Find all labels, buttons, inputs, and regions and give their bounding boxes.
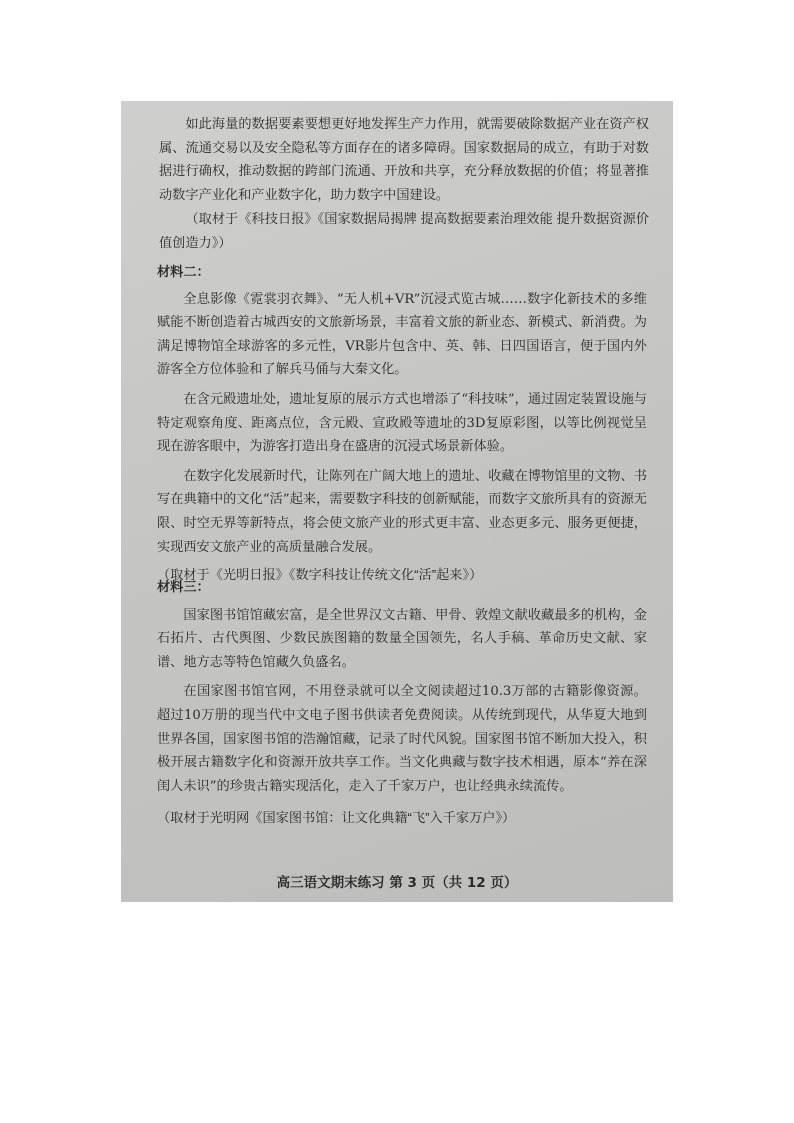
material-3-source: （取材于光明网《国家图书馆：让文化典籍“飞”入千家万户》） [157,810,516,826]
material-3-section [157,576,647,830]
material-2-paragraph-2: 在含元殿遗址处，遗址复原的展示方式也增添了“科技味”，通过固定装置设施与特定观察角度、距离点位，含元殿、宣政殿等遗址的3D复原彩图，以等比例视觉呈现在游客眼中，为游客打造出身在盛唐的沉浸式场景新体验。 [157,391,647,455]
material-2-heading: 材料二： [157,265,210,280]
scanned-page-photo [121,101,673,902]
intro-paragraph: 如此海量的数据要素要想更好地发挥生产力作用，就需要破除数据产业在资产权属、流通交易以及安全隐私等方面存在的诸多障碍。国家数据局的成立，有助于对数据进行确权，推动数据的跨部门流通、开放和共享，充分释放数据的价值；将显著推动数字产业化和产业数字化，助力数字中国建设。 [159,117,649,203]
intro-section [159,113,649,255]
material-3-paragraph-1: 国家图书馆馆藏宏富，是全世界汉文古籍、甲骨、敦煌文献收藏最多的机构，金石拓片、古代舆图、少数民族图籍的数量全国领先，名人手稿、革命历史文献、家谱、地方志等特色馆藏久负盛名。 [157,607,647,670]
material-2-source: （取材于《光明日报》《数字科技让传统文化“活”起来》） [157,567,483,583]
material-2-paragraph-3: 在数字化发展新时代，让陈列在广阔大地上的遗址、收藏在博物馆里的文物、书写在典籍中的文化“活”起来，需要数字科技的创新赋能，而数字文旅所具有的资源无限、时空无界等新特点，将会使文旅产业的形式更丰富、业态更多元、服务更便捷，实现西安文旅产业的高质量融合发展。 [157,468,647,555]
page-footer: 高三语文期末练习 第 3 页（共 12 页） [276,875,518,891]
material-2-section [157,261,647,587]
material-2-paragraph-1: 全息影像《霓裳羽衣舞》、“无人机+VR”沉浸式览古城……数字化新技术的多维赋能不断创造着古城西安的文旅新场景，丰富着文旅的新业态、新模式、新消费。为满足博物馆全球游客的多元性，VR影片包含中、英、韩、日四国语言，便于国内外游客全方位体验和了解兵马俑与大秦文化。 [157,291,647,378]
source-citation-1: （取材于《科技日报》《国家数据局揭牌 提高数据要素治理效能 提升数据资源价值创造力》） [159,211,649,250]
material-3-paragraph-2: 在国家图书馆官网，不用登录就可以全文阅读超过10.3万部的古籍影像资源。超过10万册的现当代中文电子图书供读者免费阅读。从传统到现代，从华夏大地到世界各国，国家图书馆的浩瀚馆藏，记录了时代风貌。国家图书馆不断加大投入，积极开展古籍数字化和资源开放共享工作。当文化典藏与数字技术相遇，原本“养在深闺人未识”的珍贵古籍实现活化，走入了千家万户，也让经典永续流传。 [157,684,647,794]
material-3-heading: 材料三： [157,580,210,595]
